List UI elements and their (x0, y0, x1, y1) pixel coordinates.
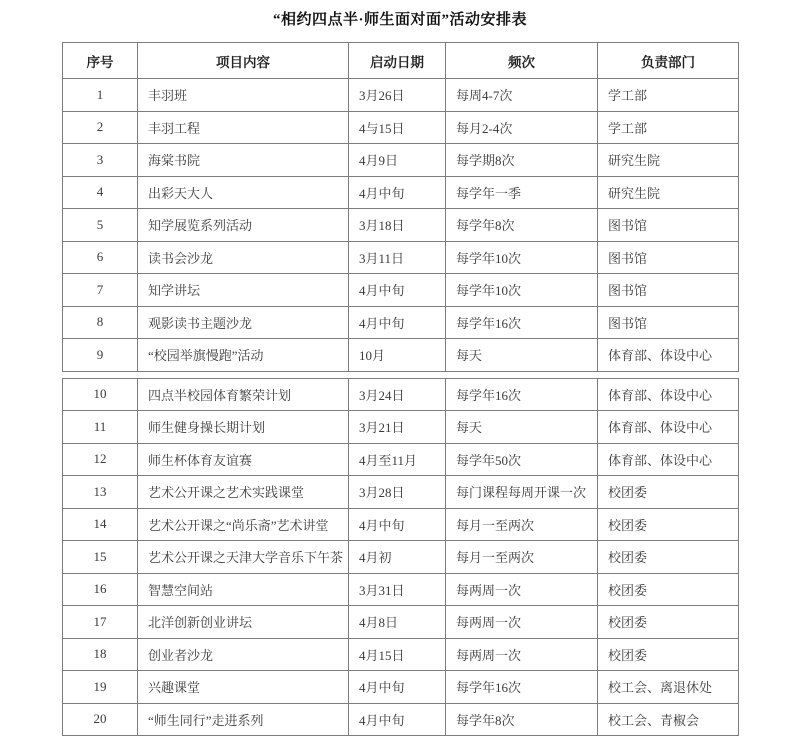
table-cell: 知学讲坛 (138, 274, 349, 307)
table-cell: 每学年一季 (446, 176, 598, 209)
table-cell: 校团委 (598, 541, 739, 574)
table-cell: 19 (63, 671, 138, 704)
table-cell: 图书馆 (598, 241, 739, 274)
schedule-table-section-1 (62, 42, 739, 372)
table-cell: 体育部、体设中心 (598, 411, 739, 444)
table-row (63, 541, 739, 574)
table-body-section-1 (63, 79, 739, 372)
table-cell: 4月中旬 (349, 508, 446, 541)
table-cell: 17 (63, 606, 138, 639)
table-row (63, 176, 739, 209)
table-cell: 观影读书主题沙龙 (138, 306, 349, 339)
table-row (63, 606, 739, 639)
column-header-1: 项目内容 (138, 43, 349, 79)
schedule-table-section-2 (62, 378, 739, 737)
table-cell: 校团委 (598, 638, 739, 671)
table-cell: 校工会、青椒会 (598, 703, 739, 736)
table-row (63, 638, 739, 671)
table-row (63, 79, 739, 112)
table-cell: 创业者沙龙 (138, 638, 349, 671)
table-cell: 体育部、体设中心 (598, 378, 739, 411)
table-cell: 每学年16次 (446, 671, 598, 704)
table-cell: 校团委 (598, 508, 739, 541)
table-cell: 兴趣课堂 (138, 671, 349, 704)
table-cell: 9 (63, 339, 138, 372)
table-row (63, 339, 739, 372)
table-cell: 每天 (446, 339, 598, 372)
table-cell: 3月24日 (349, 378, 446, 411)
table-cell: 体育部、体设中心 (598, 443, 739, 476)
table-cell: 20 (63, 703, 138, 736)
table-cell: 2 (63, 111, 138, 144)
table-row (63, 274, 739, 307)
table-cell: “校园举旗慢跑”活动 (138, 339, 349, 372)
table-cell: 3月31日 (349, 573, 446, 606)
table-cell: 3月21日 (349, 411, 446, 444)
table-cell: 4月中旬 (349, 274, 446, 307)
page-title: “相约四点半·师生面对面”活动安排表 (272, 12, 527, 28)
table-cell: 4月中旬 (349, 176, 446, 209)
table-cell: “师生同行”走进系列 (138, 703, 349, 736)
column-header-4: 负责部门 (598, 43, 739, 79)
table-row (63, 111, 739, 144)
table-row (63, 703, 739, 736)
table-cell: 智慧空间站 (138, 573, 349, 606)
column-header-2: 启动日期 (349, 43, 446, 79)
table-cell: 知学展览系列活动 (138, 209, 349, 242)
table-cell: 丰羽工程 (138, 111, 349, 144)
table-cell: 16 (63, 573, 138, 606)
table-cell: 18 (63, 638, 138, 671)
table-cell: 艺术公开课之艺术实践课堂 (138, 476, 349, 509)
table-cell: 每学年16次 (446, 378, 598, 411)
table-cell: 3月18日 (349, 209, 446, 242)
table-cell: 3月11日 (349, 241, 446, 274)
table-cell: 校团委 (598, 573, 739, 606)
table-cell: 4月中旬 (349, 703, 446, 736)
table-cell: 每门课程每周开课一次 (446, 476, 598, 509)
table-cell: 图书馆 (598, 209, 739, 242)
table-cell: 4月8日 (349, 606, 446, 639)
table-cell: 研究生院 (598, 176, 739, 209)
table-cell: 体育部、体设中心 (598, 339, 739, 372)
table-cell: 北洋创新创业讲坛 (138, 606, 349, 639)
table-cell: 每学期8次 (446, 144, 598, 177)
table-cell: 每学年8次 (446, 703, 598, 736)
table-cell: 研究生院 (598, 144, 739, 177)
table-row (63, 306, 739, 339)
table-cell: 每两周一次 (446, 606, 598, 639)
table-cell: 校工会、离退休处 (598, 671, 739, 704)
table-cell: 5 (63, 209, 138, 242)
table-cell: 6 (63, 241, 138, 274)
table-row (63, 241, 739, 274)
table-row (63, 443, 739, 476)
table-cell: 每月一至两次 (446, 508, 598, 541)
table-cell: 校团委 (598, 476, 739, 509)
table-cell: 图书馆 (598, 274, 739, 307)
table-cell: 4 (63, 176, 138, 209)
table-cell: 四点半校园体育繁荣计划 (138, 378, 349, 411)
table-cell: 1 (63, 79, 138, 112)
table-cell: 每月一至两次 (446, 541, 598, 574)
table-cell: 11 (63, 411, 138, 444)
table-cell: 3 (63, 144, 138, 177)
table-cell: 每学年8次 (446, 209, 598, 242)
table-cell: 师生健身操长期计划 (138, 411, 349, 444)
table-cell: 艺术公开课之天津大学音乐下午茶 (138, 541, 349, 574)
table-cell: 艺术公开课之“尚乐斋”艺术讲堂 (138, 508, 349, 541)
column-header-0: 序号 (63, 43, 138, 79)
table-cell: 8 (63, 306, 138, 339)
table-row (63, 508, 739, 541)
table-cell: 读书会沙龙 (138, 241, 349, 274)
table-cell: 师生杯体育友谊赛 (138, 443, 349, 476)
table-cell: 出彩天大人 (138, 176, 349, 209)
table-cell: 4月初 (349, 541, 446, 574)
table-cell: 每天 (446, 411, 598, 444)
table-row (63, 144, 739, 177)
table-cell: 4月至11月 (349, 443, 446, 476)
table-cell: 4月9日 (349, 144, 446, 177)
table-cell: 学工部 (598, 111, 739, 144)
table-cell: 每学年16次 (446, 306, 598, 339)
table-row (63, 378, 739, 411)
table-cell: 7 (63, 274, 138, 307)
table-cell: 10 (63, 378, 138, 411)
table-cell: 4月中旬 (349, 306, 446, 339)
column-header-3: 频次 (446, 43, 598, 79)
table-cell: 每周4-7次 (446, 79, 598, 112)
table-body-section-2 (63, 378, 739, 736)
table-cell: 每两周一次 (446, 638, 598, 671)
table-cell: 4与15日 (349, 111, 446, 144)
table-cell: 每两周一次 (446, 573, 598, 606)
table-cell: 学工部 (598, 79, 739, 112)
header-row (63, 43, 739, 79)
schedule-table-container (62, 42, 738, 736)
table-cell: 3月26日 (349, 79, 446, 112)
table-cell: 4月15日 (349, 638, 446, 671)
table-cell: 14 (63, 508, 138, 541)
table-cell: 10月 (349, 339, 446, 372)
table-cell: 图书馆 (598, 306, 739, 339)
table-cell: 3月28日 (349, 476, 446, 509)
table-row (63, 476, 739, 509)
table-cell: 15 (63, 541, 138, 574)
table-cell: 每学年10次 (446, 241, 598, 274)
table-row (63, 671, 739, 704)
table-cell: 每月2-4次 (446, 111, 598, 144)
table-row (63, 411, 739, 444)
table-cell: 4月中旬 (349, 671, 446, 704)
table-header (63, 43, 739, 79)
table-row (63, 209, 739, 242)
table-cell: 海棠书院 (138, 144, 349, 177)
table-cell: 每学年10次 (446, 274, 598, 307)
table-cell: 每学年50次 (446, 443, 598, 476)
table-cell: 校团委 (598, 606, 739, 639)
table-cell: 丰羽班 (138, 79, 349, 112)
table-cell: 12 (63, 443, 138, 476)
table-cell: 13 (63, 476, 138, 509)
table-row (63, 573, 739, 606)
